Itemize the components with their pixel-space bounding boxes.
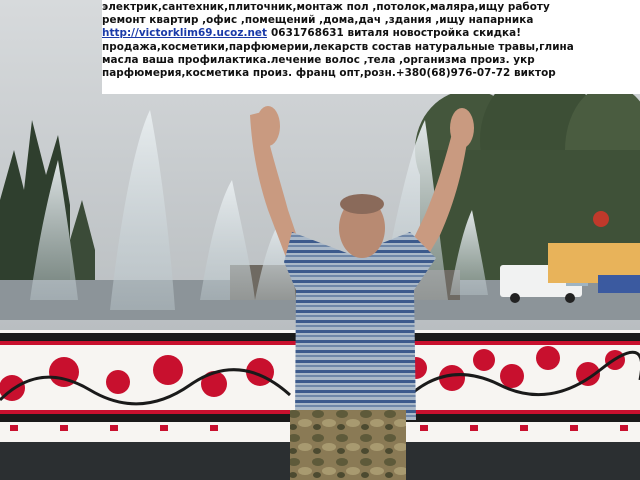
ad-caption [102, 0, 640, 94]
caption-line-3 [102, 27, 640, 40]
caption-line-5: масла ваша профилактика.лечение волос ,тела ,организма произ. укр [102, 53, 535, 66]
caption-phone-text: 0631768631 виталя новостройка скидка! [271, 27, 522, 40]
caption-line-4: продажа,косметики,парфюмерии,лекарств состав натуральные травы,глина [102, 40, 574, 53]
caption-line-1: электрик,сантехник,плиточник,монтаж пол ,потолок,маляра,ищу работу [102, 1, 550, 13]
website-link[interactable]: http://victorklim69.ucoz.net [102, 27, 268, 40]
caption-line-6: парфюмерия,косметика произ. франц опт,розн.+380(68)976-07-72 виктор [102, 67, 556, 80]
caption-line-2: ремонт квартир ,офис ,помещений ,дома,дач ,здания ,ищу напарника [102, 14, 534, 27]
